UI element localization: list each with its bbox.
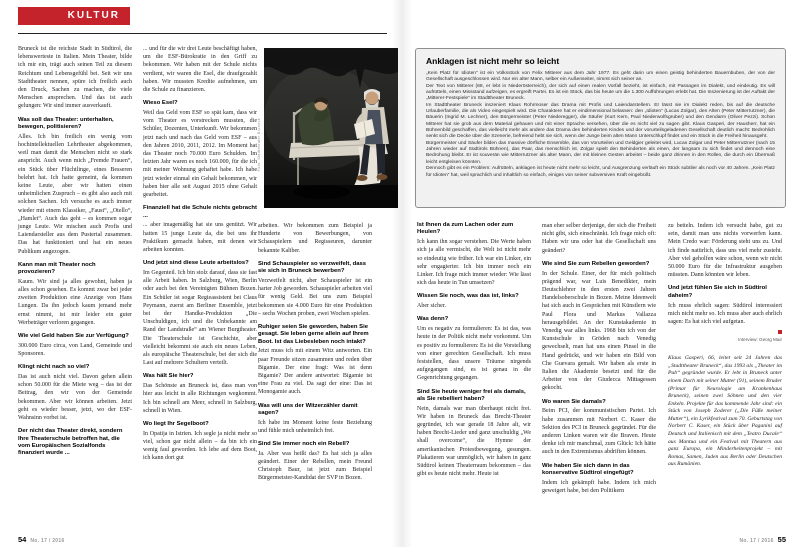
article-column-2 [143, 45, 257, 463]
interview-question: Was denn? [417, 316, 449, 323]
interview-question: Ist Ihnen da zum Lachen oder zum Heulen? [417, 222, 514, 236]
interview-question: Kann man mit Theater noch provozieren? [18, 261, 96, 276]
interview-answer: Im Gegenteil. Ich bin stolz darauf, dass sie fast alle Arbeit haben. In Salzburg, Wien, Berlin oder auch bei den Vereinigten Bühnen Bozen. Ein Schüler ist sogar Regieassistent bei Claus Peymann, zuerst am Berliner Ensemble, jetzt bei der Handke-Produktion „Die Unschuldigen, ich und die Unbekannte am Rand der Landstraße“ am Wiener Burgtheater. Die Theaterschule ist Geschichte, aber vielleicht bekommt sie auch ein neues Leben, als europäische Theaterschule, bei der sich die Last auf mehrere Schultern verteilt. [143, 269, 257, 367]
interview-question: Was soll das Theater: unterhalten, bewegen, politisieren? [18, 116, 114, 130]
page-number-right: 55 [777, 535, 786, 544]
interview-answer: Weil das Geld vom ESF so spät kam, dass wir vom Theater es vorstrecken mussten, die Schüler, Dozenten, Unterkunft. Wir bekommen jetzt nach und nach das Geld vom ESF – aus den Jahren 2010, 2011, 2012. Im Moment hat das Theater noch 70.000 Euro Schulden. Im letzten Jahr waren es noch 160.000, für die ich mit meiner Wohnung gehaftet habe. Ich habe jetzt wieder einmal ein Gehalt bekommen, wir haben hier alle seit August 2015 ohne Gehalt gearbeitet. [143, 110, 257, 199]
interview-question: Und jetzt fühlen Sie sich in Südtirol daheim? [668, 285, 767, 299]
interview-question: Wie sind Sie zum Rebellen geworden? [542, 260, 650, 267]
section-kicker: KULTUR [18, 7, 130, 25]
article-column-6 [668, 222, 782, 469]
review-paragraph: Bürgermeister und Säufer bilden das massive dörfliche Ensemble, das von Vorurteilen und Geldgier geleitet wird, Lucas Zolgar und Peter Mitterrutzner (nach 15 Jahren wieder auf Südtirols Bühnen), das Paar, das menschlich ist. Zolgar spielt den Behinderten als einen, der langsam zu sich findet und dennoch eine Bedrohung bleibt. Er ist souverän wie Mitterrutzner als alter Mann, der mit kleinen Gesten arbeitet – beide ganz drinnen in den Rollen, die durch ein Übermaß leicht entgleisen könnten. [426, 140, 775, 165]
interview-question: Wie haben Sie sich dann in das konservative Südtirol eingefügt? [542, 462, 634, 476]
interview-answer: Nein, damals war man überhaupt nicht frei. Wir haben in Bruneck das Brecht-Theater gegründet, ich war gerade 18 Jahre alt, wir haben Brecht-Lieder und ganz unschuldig „We shall overcome“, die Hymne der amerikanischen Protestbewegung, gesungen. Plakatieren war unmöglich, wir haben in ganz Südtirol keinen Theaterraum bekommen – das gibt es heute nicht mehr. Heute ist [417, 405, 531, 478]
interview-answer: Ja. Aber was heißt das? Es hat sich ja alles geändert. Einer der Rebellen, mein Freund Christoph Baur, ist jetzt zum Beispiel Bürgermeister-Kandidat der SVP in Bozen. [258, 450, 372, 482]
interview-question: Wo liegt Ihr Segelboot? [143, 421, 209, 427]
interview-question: Sind Schauspieler so verzweifelt, dass sie sich in Bruneck bewerben? [258, 260, 367, 275]
interview-answer: Das ist auch nicht viel. Davon gehen allein schon 50.000 für die Miete weg – das ist der Beitrag, den wir von der Gemeinde bekommen. Aber wir können arbeiten. Jetzt geht es wieder besser, jetzt, wo der ESF-Wahnsinn vorbei ist. [18, 374, 132, 422]
interview-answer: 300.000 Euro circa, von Land, Gemeinde und Sponsoren. [18, 342, 132, 358]
interview-answer: Aber sicher. [417, 303, 446, 310]
article-column-1 [18, 45, 132, 459]
interview-question: Was will uns der Witzerzähler damit sagen? [258, 402, 358, 416]
interview-question: Sind Sie immer noch ein Rebell? [258, 441, 350, 448]
header-rule [18, 33, 387, 34]
interview-credit: Interview: Georg Mair [738, 337, 782, 343]
interview-answer: Ich habe im Moment keine feste Beziehung und fühle mich unheimlich frei. [258, 419, 372, 434]
interview-answer: Jetzt muss ich mit einem Witz antworten. Ein paar Freunde sitzen zusammen und reden über Bigamie. Der eine fragt: Was ist denn Bigamie? Der andere antwortet: Bigamie ist eine Frau zu viel. Da sagt der eine: Das ist Monogamie auch. [258, 348, 372, 396]
interview-answer: Indem ich gekämpft habe. Indem ich mich geweigert habe, bei den Politikern [542, 479, 656, 494]
interview-answer: Kaum. Wir sind ja alles gewohnt, haben ja alles schon gesehen. Es kommt zwar bei jeder zweiten Produktion eine Anzeige von Hans Lungen. Da ihn jedoch kaum jemand mehr ernst nimmt, ist mir leider ein guter Werbeträger verloren gegangen. [18, 278, 132, 326]
bio-note: Klaus Gasperi, 66, leitet seit 24 Jahren das „Stadttheater Bruneck“, das 1993 als „Theater im Pub“ gegründet wurde. Er lebt in Bruneck unter einem Dach mit seiner Mutter (91), seinem Bruder (Primar für Neurologie am Krankenhaus Bruneck), seinen zwei Söhnen und den vier Enkeln. Projekte für das kommende Jahr sind: ein Stück von Joseph Zoderer („Die Füße meiner Mutter“), ein Lyrikfestival zum 70. Geburtstag von Norbert C. Kaser, ein Stück über Paganini auf Deutsch und Italienisch mit dem „Teatro Ducale“ aus Mantua und ein Festival mit Theatern aus ganz Europa, ein Minderheitenprojekt – mit Romas, Samen, Juden aus Berlin oder Deutschen aus Rumänien. [668, 355, 782, 468]
interview-answer: Verzweifelt nicht, aber Schauspieler ist ein harter Job geworden. Schauspieler arbeiten viel für wenig Geld. Bei uns zum Beispiel bekommen sie 4.000 Euro für eine Produktion – sechs Wochen proben, zwei Wochen spielen. [258, 277, 372, 317]
review-paragraph: Der Text von Mitterer (68, er lebt in Niederösterreich), der sich auf einen realen Vorfall bezieht, ist einfach, mit Passagen im Dialekt, und eindeutig. Es will aufrütteln, einen Missstand aufzeigen, es ergreift Partei. Es ist ein Stück, das bis heute um die 1.300 Aufführungen erlebt hat. Die Inszenierung ist der Auftakt der „Mitterer-Festspiele“ im Stadttheater Bruneck. [426, 83, 775, 102]
interview-answer: man eher selber derjenige, der sich die Freiheit nicht gibt, sich einschränkt. Ich frage mich oft: Haben wir uns oder hat die Gesellschaft uns geändert? [542, 223, 656, 254]
footer-left [18, 529, 69, 547]
interview-answer: Ich kann ihn sogar verstehen. Die Werte haben sich ja alle vermischt, die Welt ist nicht mehr so eindeutig wie früher. Ich war ein Linker, ein sehr engagierter. Ich bin immer noch ein Linker. Ich frage mich immer wieder: Wie lässt sich das heute in Tun umsetzen? [417, 239, 531, 287]
review-box [415, 48, 786, 208]
page-number-left: 54 [18, 535, 27, 544]
interview-question: Und jetzt sind diese Leute arbeitslos? [143, 260, 249, 267]
article-column-3 [258, 222, 372, 483]
article-column-4 [417, 222, 531, 478]
interview-question: Wo waren Sie damals? [542, 398, 606, 405]
interview-answer: Um es negativ zu formulieren: Es ist das, was heute in der Politik nicht mehr vorkommt. Um es positiv zu formulieren: Es ist die Vorstellung von einer gerechten Gesellschaft. Ich muss feststellen, dass unsere Träume nirgends aufgegangen sind, es ist genau in die Gegenrichtung gegangen. [417, 326, 531, 382]
interview-answer: arbeiten. Wir bekommen zum Beispiel ja Hunderte von Bewerbungen, von Schauspielern und Regisseuren, darunter bekannte Kaliber. [258, 223, 372, 254]
review-paragraph: Im Stadttheater Bruneck inszeniert Klaus Rohrmoser das Drama mit Profis und Laiendarstellern. Er lässt sie im Dialekt reden, bis auf die deutsche Urlauberfamilie, die als Video eingespielt wird. Die Charaktere hat er eindimensional belassen: den „Idioten“ (Lucas Zolgar), den Alten (Peter Mitterrutzner), die Bäuerin (Ingrid M. Lechner), den Bürgermeister (Peter Niederegger), die Säufer (Kurt Kern, Paul Niederwolfsgruber) und den Gendarm (Oliver Pezzi). Schon Mitterer hat sie grob aus dem Material gehauen und mit einer Sprache versehen, über die es nicht viel zu sagen gibt. Klaus Gasperi, der Hausherr, hat ein Bühnenbild geschaffen, das vielleicht mehr als andere das Drama des behinderten Kindes und der vorurteilsgeladenen Gesellschaft deutlich macht: Bedrohlich senkt sich die Decke über die Szenerie, befreiend hebt sie sich, wenn der Junge beim alten Mann Unterschlupf findet und ein Stück in die Freiheit hinausgeht. [426, 102, 775, 140]
hanging-cloth [264, 48, 398, 76]
review-paragraph: „Kein Platz für Idioten“ ist ein Volksstück von Felix Mitterer aus dem Jahr 1977. Es geht darin um einen geistig behinderten Bauernbuben, der von der Gesellschaft ausgeschlossen wird. Nur ein alter Mann, selber ein Außenseiter, nimmt sich seiner an. [426, 71, 775, 83]
interview-answer: zu betteln. Indem ich versucht habe, gut zu sein, damit man uns nichts vorwerfen kann. Mein Credo war: Förderung steht uns zu. Und ich finde natürlich, dass uns viel mehr zusteht. Aber viel geholfen wäre schon, wenn wir nicht 50.000 Euro für die Infrastruktur ausgeben müssten. Dann könnten wir leben. [668, 223, 782, 279]
interview-question: Wieso Esel? [143, 100, 178, 107]
interview-question: Ruhiger seien Sie geworden, haben Sie gesagt. Sie leben gerne allein auf Ihrem Boot. Ist das Liebesleben noch intakt? [258, 323, 369, 345]
review-box-body [426, 71, 775, 179]
end-marker [778, 330, 782, 334]
interview-answer: ... und für die wir drei Leute beschäftigt haben, um die ESF-Bürokratie in den Griff zu bekommen. Wir haben mit der Schule nichts verdient, wir waren die Esel, die draufgezahlt haben. Wir mussten Kredite aufnehmen, um die Schule zu finanzieren. [143, 46, 257, 94]
issue-label-right: No. 17 / 2016 [739, 538, 774, 544]
review-box-title: Anklagen ist nicht mehr so leicht [426, 56, 560, 66]
interview-question: Wie viel Geld haben Sie zur Verfügung? [18, 333, 129, 340]
interview-answer: Ich muss ehrlich sagen: Südtirol interessiert mich nicht mehr so. Ich muss aber auch ehrlich sagen: Es hat sich viel aufgetan. [668, 302, 782, 325]
interview-answer: Alles. Ich bin freilich ein wenig vom hochintellektuellen Lehrtheater abgekommen, weil man damit die Menschen nicht so stark anspricht. Auch wenn mich „Fremde Frauen“, ein Stück über Flüchtlinge, eines Besseren belehrt hat. Ich hatte gemeint, da kommen keine Leute, aber wir hatten einen unheimlichen Zuspruch – es gibt also auch mit solchen Sachen. Ich versuche es auch immer wieder mit einem Klassiker, „Faust“, „Otello“, „Hamlet“. Auch das geht – es kommen sogar junge Leute. Wir mischen auch Profis und Laiendarsteller aus dem Pustertal zusammen. Das hat funktioniert und hat ein neues Publikum angezogen. [18, 133, 132, 255]
interview-question: Sind Sie heute weniger frei als damals, als Sie rebelliert haben? [417, 388, 526, 402]
issue-label-left: No. 17 / 2016 [30, 538, 65, 544]
interview-question: Finanziell hat die Schule nichts gebracht ... [143, 205, 257, 219]
article-column-5 [542, 222, 656, 495]
footer-right [735, 529, 786, 547]
end-marker-row [668, 328, 782, 334]
interview-question: Was hält Sie hier? [143, 373, 194, 380]
review-paragraph: Dennoch gibt es ein Problem: Aufrütteln, anklagen ist heute nicht mehr so leicht, und Ausgrenzung verläuft ein Stück subtiler als noch vor 40 Jahren. „Kein Platz für Idioten“ hat, weil sprachlich und inhaltlich so einfach, einiges von seiner subversiven Kraft eingebüßt. [426, 166, 775, 178]
interview-question: Klingt nicht nach so viel? [18, 364, 90, 371]
interview-answer: Beim PCI, der kommunistischen Partei. Ich habe zusammen mit Norbert C. Kaser die Sektion des PCI in Bruneck gegründet. Für die anderen Linken waren wir die Braven. Heute denke ich mir manchmal, zum Glück: Ich hätte auch in den Extremismus abdriften können. [542, 408, 656, 456]
interview-answer: Das Schönste an Bruneck ist, dass man von hier aus leicht in alle Richtungen wegkommt. Ich bin schnell am Meer, schnell in Salzburg, schnell in Wien. [143, 383, 257, 414]
interview-answer: ... aber imagemäßig hat sie uns genützt. Wir hatten 15 junge Leute da, die bei uns ihr Praktikum gemacht haben, mit denen wir arbeiten konnten. [143, 222, 257, 253]
interview-question: Der nicht das Theater direkt, sondern Ihre Theaterschule betroffen hat, die vom Europäischen Sozialfonds finanziert wurde ... [18, 428, 123, 457]
stage-photo [264, 48, 398, 208]
photo-credit: Foto: Stadttheater Bruneck [257, 118, 261, 172]
interview-answer: Bruneck ist die reichste Stadt in Südtirol, die lebenswerteste in Italien. Mein Theater, bilde ich mir ein, trägt auch seinen Teil zu diesem Reichtum und Lebensgefühl bei. Seit wir uns Stadttheater nennen, spüre ich freilich auch den Druck, Sachen zu machen, die viele Menschen ansprechen. Und das ist auch gelungen: Wir sind immer ausverkauft. [18, 46, 132, 110]
interview-question: Wissen Sie noch, was das ist, links? [417, 293, 519, 300]
interview-answer: In der Schule. Einer, der für mich politisch prägend war, war Luis Benedikter, mein Deutschlehrer in den ersten zwei Jahren Handelsoberschule in Bozen. Meine Ideenwelt hat sich auch in Gesprächen mit Künstlern wie Paul Flora und Markus Vallazza herausgebildet. An der Kunstakademie in Venedig war alles links. 1968 bin ich von der Kunstschule in Gröden nach Venedig gewechselt, man hat uns einen Pinsel in die Hand gedrückt, und wir haben ein Bild von Che Guevara gemalt. Wir haben als erste in Italien die Akademie besetzt und für die Arbeiter von der Giudecca Mittagessen gekocht. [542, 270, 656, 392]
interview-answer: In Opatija in Istrien. Ich segle ja nicht mehr so viel, schon gar nicht allein – da bin ich ein wenig faul geworden. Ich lebe auf dem Boot, ich kann dort gut [143, 430, 257, 462]
